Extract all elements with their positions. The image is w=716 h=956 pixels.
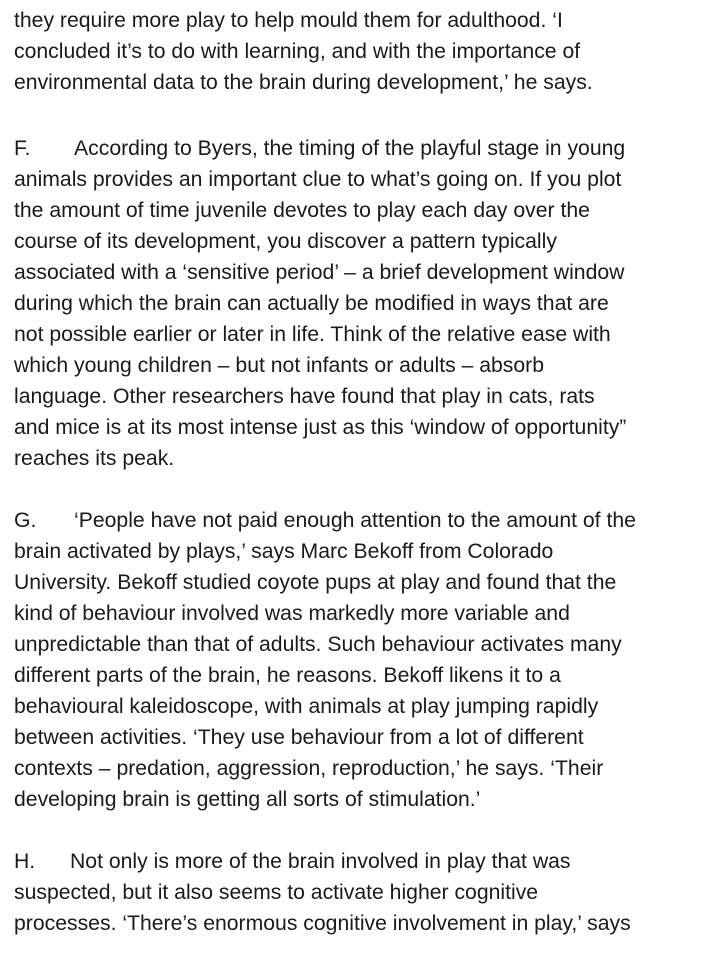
- paragraph-f: [14, 133, 626, 474]
- text-line: different parts of the brain, he reasons. Bekoff likens it to a: [14, 664, 561, 687]
- text-line: which young children – but not infants or adults – absorb: [14, 354, 545, 377]
- text-line: environmental data to the brain during development,’ he says.: [14, 71, 593, 94]
- text-line: According to Byers, the timing of the playful stage in young: [74, 137, 626, 160]
- text-line: brain activated by plays,’ says Marc Bekoff from Colorado: [14, 540, 554, 563]
- text-line: behavioural kaleidoscope, with animals at play jumping rapidly: [14, 695, 599, 718]
- paragraph-first-line: [14, 133, 626, 164]
- paragraph-intro: [14, 5, 593, 98]
- text-line: language. Other researchers have found that play in cats, rats: [14, 385, 595, 408]
- paragraph-letter: G.: [14, 509, 37, 532]
- text-line: suspected, but it also seems to activate higher cognitive: [14, 881, 539, 904]
- text-line: course of its development, you discover a pattern typically: [14, 230, 557, 253]
- text-line: processes. ‘There’s enormous cognitive involvement in play,’ says: [14, 912, 631, 935]
- text-line: associated with a ‘sensitive period’ – a brief development window: [14, 261, 625, 284]
- text-line: concluded it’s to do with learning, and with the importance of: [14, 40, 581, 63]
- text-line: Not only is more of the brain involved in play that was: [70, 850, 571, 873]
- text-line: they require more play to help mould them for adulthood. ‘I: [14, 9, 563, 32]
- text-line: kind of behaviour involved was markedly more variable and: [14, 602, 570, 625]
- text-line: unpredictable than that of adults. Such behaviour activates many: [14, 633, 622, 656]
- text-line: the amount of time juvenile devotes to play each day over the: [14, 199, 590, 222]
- text-line: contexts – predation, aggression, reproduction,’ he says. ‘Their: [14, 757, 604, 780]
- text-line: during which the brain can actually be modified in ways that are: [14, 292, 609, 315]
- text-line: between activities. ‘They use behaviour from a lot of different: [14, 726, 584, 749]
- paragraph-first-line: [14, 846, 631, 877]
- paragraph-g: [14, 505, 636, 815]
- paragraph-letter: H.: [14, 850, 36, 873]
- text-line: not possible earlier or later in life. Think of the relative ease with: [14, 323, 611, 346]
- text-line: developing brain is getting all sorts of stimulation.’: [14, 788, 481, 811]
- text-line: University. Bekoff studied coyote pups at play and found that the: [14, 571, 617, 594]
- text-line: reaches its peak.: [14, 447, 175, 470]
- text-line: and mice is at its most intense just as this ‘window of opportunity”: [14, 416, 627, 439]
- paragraph-first-line: [14, 505, 636, 536]
- text-line: ‘People have not paid enough attention to the amount of the: [74, 509, 636, 532]
- paragraph-letter: F.: [14, 137, 31, 160]
- paragraph-h: [14, 846, 631, 939]
- text-line: animals provides an important clue to what’s going on. If you plot: [14, 168, 622, 191]
